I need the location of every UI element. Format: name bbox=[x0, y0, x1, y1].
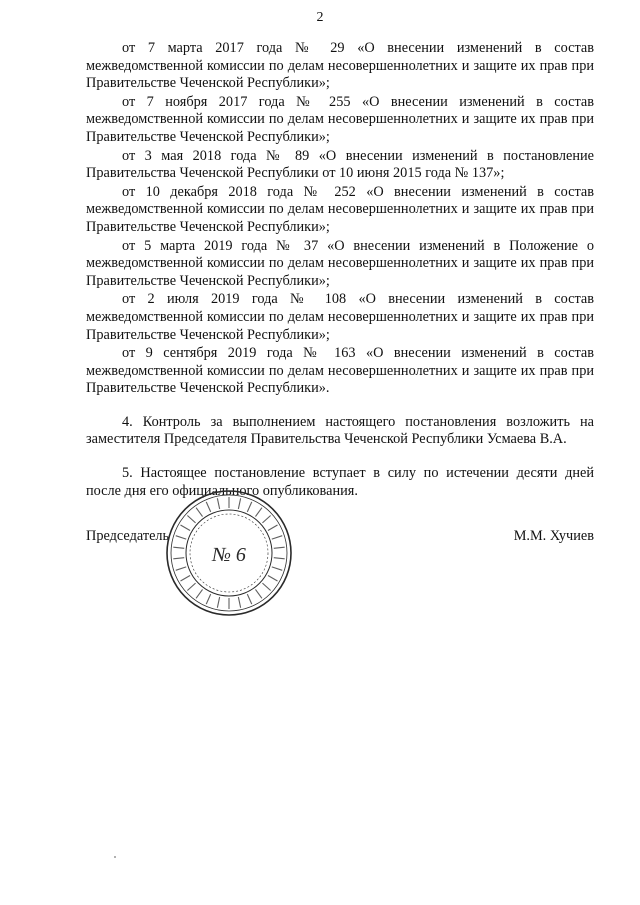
document-body bbox=[86, 40, 594, 500]
paragraph-amendment-7: от 9 сентября 2019 года № 163 «О внесении изменений в состав межведомственной комиссии по делам несовершеннолетних и защите их прав при Правительстве Чеченской Республики». bbox=[86, 345, 594, 397]
signature-block bbox=[86, 528, 594, 554]
scan-dot bbox=[114, 856, 116, 858]
signatory-title: Председатель bbox=[86, 528, 170, 544]
page-number: 2 bbox=[316, 10, 324, 25]
paragraph-amendment-2: от 7 ноября 2017 года № 255 «О внесении изменений в состав межведомственной комиссии по делам несовершеннолетних и защите их прав при Правительстве Чеченской Республики»; bbox=[86, 93, 594, 145]
paragraph-amendment-6: от 2 июля 2019 года № 108 «О внесении изменений в состав межведомственной комиссии по делам несовершеннолетних и защите их прав при Правительстве Чеченской Республики»; bbox=[86, 291, 594, 343]
paragraph-amendment-4: от 10 декабря 2018 года № 252 «О внесении изменений в состав межведомственной комиссии по делам несовершеннолетних и защите их прав при Правительстве Чеченской Республики»; bbox=[86, 183, 594, 235]
official-seal-icon bbox=[164, 488, 294, 618]
signatory-name: М.М. Хучиев bbox=[513, 528, 594, 544]
seal-number: № 6 bbox=[212, 544, 246, 566]
paragraph-amendment-5: от 5 марта 2019 года № 37 «О внесении изменений в Положение о межведомственной комиссии по делам несовершеннолетних и защите их прав при Правительстве Чеченской Республики»; bbox=[86, 237, 594, 289]
paragraph-amendment-3: от 3 мая 2018 года № 89 «О внесении изменений в постановление Правительства Чеченской Республики от 10 июня 2015 года № 137»; bbox=[86, 147, 594, 182]
paragraph-clause-4: 4. Контроль за выполнением настоящего постановления возложить на заместителя Председателя Правительства Чеченской Республики Усмаева В.А. bbox=[86, 413, 594, 448]
paragraph-amendment-1: от 7 марта 2017 года № 29 «О внесении изменений в состав межведомственной комиссии по делам несовершеннолетних и защите их прав при Правительстве Чеченской Республики»; bbox=[86, 40, 594, 92]
paragraph-clause-5: 5. Настоящее постановление вступает в силу по истечении десяти дней после дня его официального опубликования. bbox=[86, 465, 594, 499]
